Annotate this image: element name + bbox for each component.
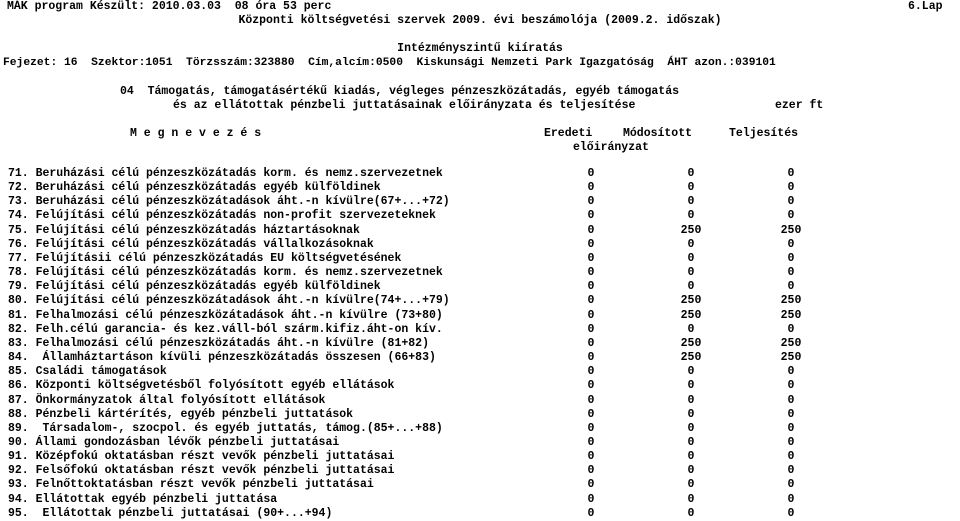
value-original: 0 — [587, 492, 595, 506]
table-row — [0, 422, 960, 436]
value-actual: 250 — [780, 351, 802, 365]
value-actual: 0 — [787, 478, 795, 492]
value-original: 0 — [587, 251, 595, 265]
value-modified: 0 — [687, 492, 695, 506]
column-header-modified: Módosított — [623, 127, 693, 140]
value-actual: 250 — [780, 294, 802, 308]
value-original: 0 — [587, 209, 595, 223]
column-header-actual: Teljesítés — [729, 127, 799, 140]
row-label: 77. Felújításii célú pénzeszközátadás EU költségvetésének — [8, 251, 402, 265]
value-original: 0 — [587, 365, 595, 379]
row-label: 91. Középfokú oktatásban részt vevők pénzbeli juttatásai — [8, 450, 395, 464]
table-row — [0, 280, 960, 294]
value-actual: 250 — [780, 336, 802, 350]
table-row — [0, 507, 960, 521]
table-row — [0, 195, 960, 209]
value-modified: 0 — [687, 435, 695, 449]
column-header-modified-sub: előirányzat — [573, 141, 649, 154]
table-row — [0, 394, 960, 408]
row-label: 94. Ellátottak egyéb pénzbeli juttatása — [8, 492, 278, 506]
value-modified: 250 — [680, 294, 702, 308]
value-modified: 0 — [687, 167, 695, 180]
table-row — [0, 478, 960, 492]
value-original: 0 — [587, 280, 595, 294]
value-modified: 0 — [687, 407, 695, 421]
value-modified: 0 — [687, 393, 695, 407]
value-original: 0 — [587, 407, 595, 421]
value-actual: 0 — [787, 237, 795, 251]
value-modified: 0 — [687, 506, 695, 520]
value-actual: 0 — [787, 492, 795, 506]
value-actual: 0 — [787, 167, 795, 180]
row-label: 89. Társadalom-, szocpol. és egyéb juttatás, támog.(85+...+88) — [8, 421, 443, 435]
value-original: 0 — [587, 506, 595, 520]
value-modified: 0 — [687, 322, 695, 336]
value-actual: 0 — [787, 421, 795, 435]
value-original: 0 — [587, 195, 595, 209]
row-label: 88. Pénzbeli kártérítés, egyéb pénzbeli juttatások — [8, 407, 354, 421]
table-row — [0, 365, 960, 379]
value-actual: 0 — [787, 393, 795, 407]
value-actual: 250 — [780, 223, 802, 237]
table-row — [0, 379, 960, 393]
data-table — [0, 167, 960, 521]
value-modified: 250 — [680, 223, 702, 237]
table-row — [0, 493, 960, 507]
value-original: 0 — [587, 167, 595, 180]
value-modified: 0 — [687, 237, 695, 251]
table-row — [0, 337, 960, 351]
table-row — [0, 167, 960, 181]
table-row — [0, 238, 960, 252]
value-original: 0 — [587, 435, 595, 449]
table-row — [0, 323, 960, 337]
value-original: 0 — [587, 223, 595, 237]
value-actual: 0 — [787, 266, 795, 280]
value-original: 0 — [587, 266, 595, 280]
table-row — [0, 294, 960, 308]
value-modified: 0 — [687, 266, 695, 280]
value-modified: 250 — [680, 308, 702, 322]
table-row — [0, 464, 960, 478]
row-label: 85. Családi támogatások — [8, 365, 167, 379]
value-modified: 0 — [687, 365, 695, 379]
value-modified: 0 — [687, 209, 695, 223]
row-label: 80. Felújítási célú pénzeszközátadások áht.-n kívülre(74+...+79) — [8, 294, 450, 308]
value-original: 0 — [587, 379, 595, 393]
table-row — [0, 181, 960, 195]
institution-line: Fejezet: 16 Szektor:1051 Törzsszám:323880 Cím,alcím:0500 Kiskunsági Nemzeti Park Igazgatóság ÁHT azon.:039101 — [3, 57, 776, 69]
value-modified: 0 — [687, 379, 695, 393]
row-label: 83. Felhalmozási célú pénzeszközátadás áht.-n kívülre (81+82) — [8, 336, 429, 350]
value-original: 0 — [587, 478, 595, 492]
row-label: 76. Felújítási célú pénzeszközátadás vállalkozásoknak — [8, 237, 374, 251]
value-modified: 0 — [687, 251, 695, 265]
value-actual: 0 — [787, 280, 795, 294]
row-label: 87. Önkormányzatok által folyósított ellátások — [8, 393, 326, 407]
row-label: 72. Beruházási célú pénzeszközátadás egyéb külföldinek — [8, 181, 381, 195]
table-title-line1: 04 Támogatás, támogatásértékű kiadás, végleges pénzeszközátadás, egyéb támogatás — [120, 85, 679, 98]
row-label: 79. Felújítási célú pénzeszközátadás egyéb külföldinek — [8, 280, 381, 294]
column-header-name: M e g n e v e z é s — [130, 127, 262, 140]
value-original: 0 — [587, 322, 595, 336]
table-row — [0, 309, 960, 323]
value-original: 0 — [587, 351, 595, 365]
column-header-original: Eredeti — [544, 127, 593, 140]
value-original: 0 — [587, 393, 595, 407]
value-original: 0 — [587, 421, 595, 435]
value-original: 0 — [587, 181, 595, 195]
row-label: 78. Felújítási célú pénzeszközátadás korm. és nemz.szervezetnek — [8, 266, 443, 280]
row-label: 75. Felújítási célú pénzeszközátadás háztartásoknak — [8, 223, 360, 237]
report-subtitle: Központi költségvetési szervek 2009. évi beszámolója (2009.2. időszak) — [238, 14, 722, 27]
table-row — [0, 224, 960, 238]
value-actual: 0 — [787, 322, 795, 336]
table-row — [0, 209, 960, 223]
value-actual: 0 — [787, 251, 795, 265]
value-actual: 0 — [787, 464, 795, 478]
row-label: 73. Beruházási célú pénzeszközátadások áht.-n kívülre(67+...+72) — [8, 195, 450, 209]
row-label: 82. Felh.célú garancia- és kez.váll-ból szárm.kifiz.áht-on kív. — [8, 322, 443, 336]
value-modified: 0 — [687, 195, 695, 209]
value-original: 0 — [587, 308, 595, 322]
table-title-line2: és az ellátottak pénzbeli juttatásainak előirányzata és teljesítése — [173, 99, 636, 112]
table-row — [0, 351, 960, 365]
value-actual: 0 — [787, 407, 795, 421]
value-actual: 0 — [787, 450, 795, 464]
value-original: 0 — [587, 464, 595, 478]
value-actual: 0 — [787, 435, 795, 449]
value-modified: 0 — [687, 478, 695, 492]
page-number: 6.Lap — [908, 0, 943, 13]
value-actual: 0 — [787, 506, 795, 520]
row-label: 84. Államháztartáson kívüli pénzeszközátadás összesen (66+83) — [8, 351, 436, 365]
value-modified: 0 — [687, 421, 695, 435]
value-modified: 0 — [687, 464, 695, 478]
value-modified: 250 — [680, 336, 702, 350]
table-row — [0, 252, 960, 266]
row-label: 92. Felsőfokú oktatásban részt vevők pénzbeli juttatásai — [8, 464, 395, 478]
row-label: 71. Beruházási célú pénzeszközátadás korm. és nemz.szervezetnek — [8, 167, 443, 180]
row-label: 74. Felújítási célú pénzeszközátadás non-profit szervezeteknek — [8, 209, 436, 223]
value-modified: 0 — [687, 280, 695, 294]
value-actual: 0 — [787, 195, 795, 209]
value-actual: 0 — [787, 181, 795, 195]
row-label: 86. Központi költségvetésből folyósított egyéb ellátások — [8, 379, 395, 393]
value-actual: 250 — [780, 308, 802, 322]
row-label: 95. Ellátottak pénzbeli juttatásai (90+...+94) — [8, 506, 333, 520]
table-row — [0, 450, 960, 464]
row-label: 90. Állami gondozásban lévők pénzbeli juttatásai — [8, 435, 340, 449]
report-type: Intézményszintű kiíratás — [397, 42, 563, 55]
header-program-info: MÁK program Készült: 2010.03.03 08 óra 53 perc — [7, 0, 332, 13]
row-label: 93. Felnőttoktatásban részt vevők pénzbeli juttatásai — [8, 478, 374, 492]
table-row — [0, 408, 960, 422]
row-label: 81. Felhalmozási célú pénzeszközátadások áht.-n kívülre (73+80) — [8, 308, 443, 322]
value-original: 0 — [587, 294, 595, 308]
value-original: 0 — [587, 336, 595, 350]
value-actual: 0 — [787, 209, 795, 223]
value-modified: 250 — [680, 351, 702, 365]
value-modified: 0 — [687, 450, 695, 464]
value-actual: 0 — [787, 365, 795, 379]
value-actual: 0 — [787, 379, 795, 393]
table-row — [0, 436, 960, 450]
value-original: 0 — [587, 450, 595, 464]
unit-label: ezer ft — [775, 99, 824, 112]
value-modified: 0 — [687, 181, 695, 195]
value-original: 0 — [587, 237, 595, 251]
table-row — [0, 266, 960, 280]
